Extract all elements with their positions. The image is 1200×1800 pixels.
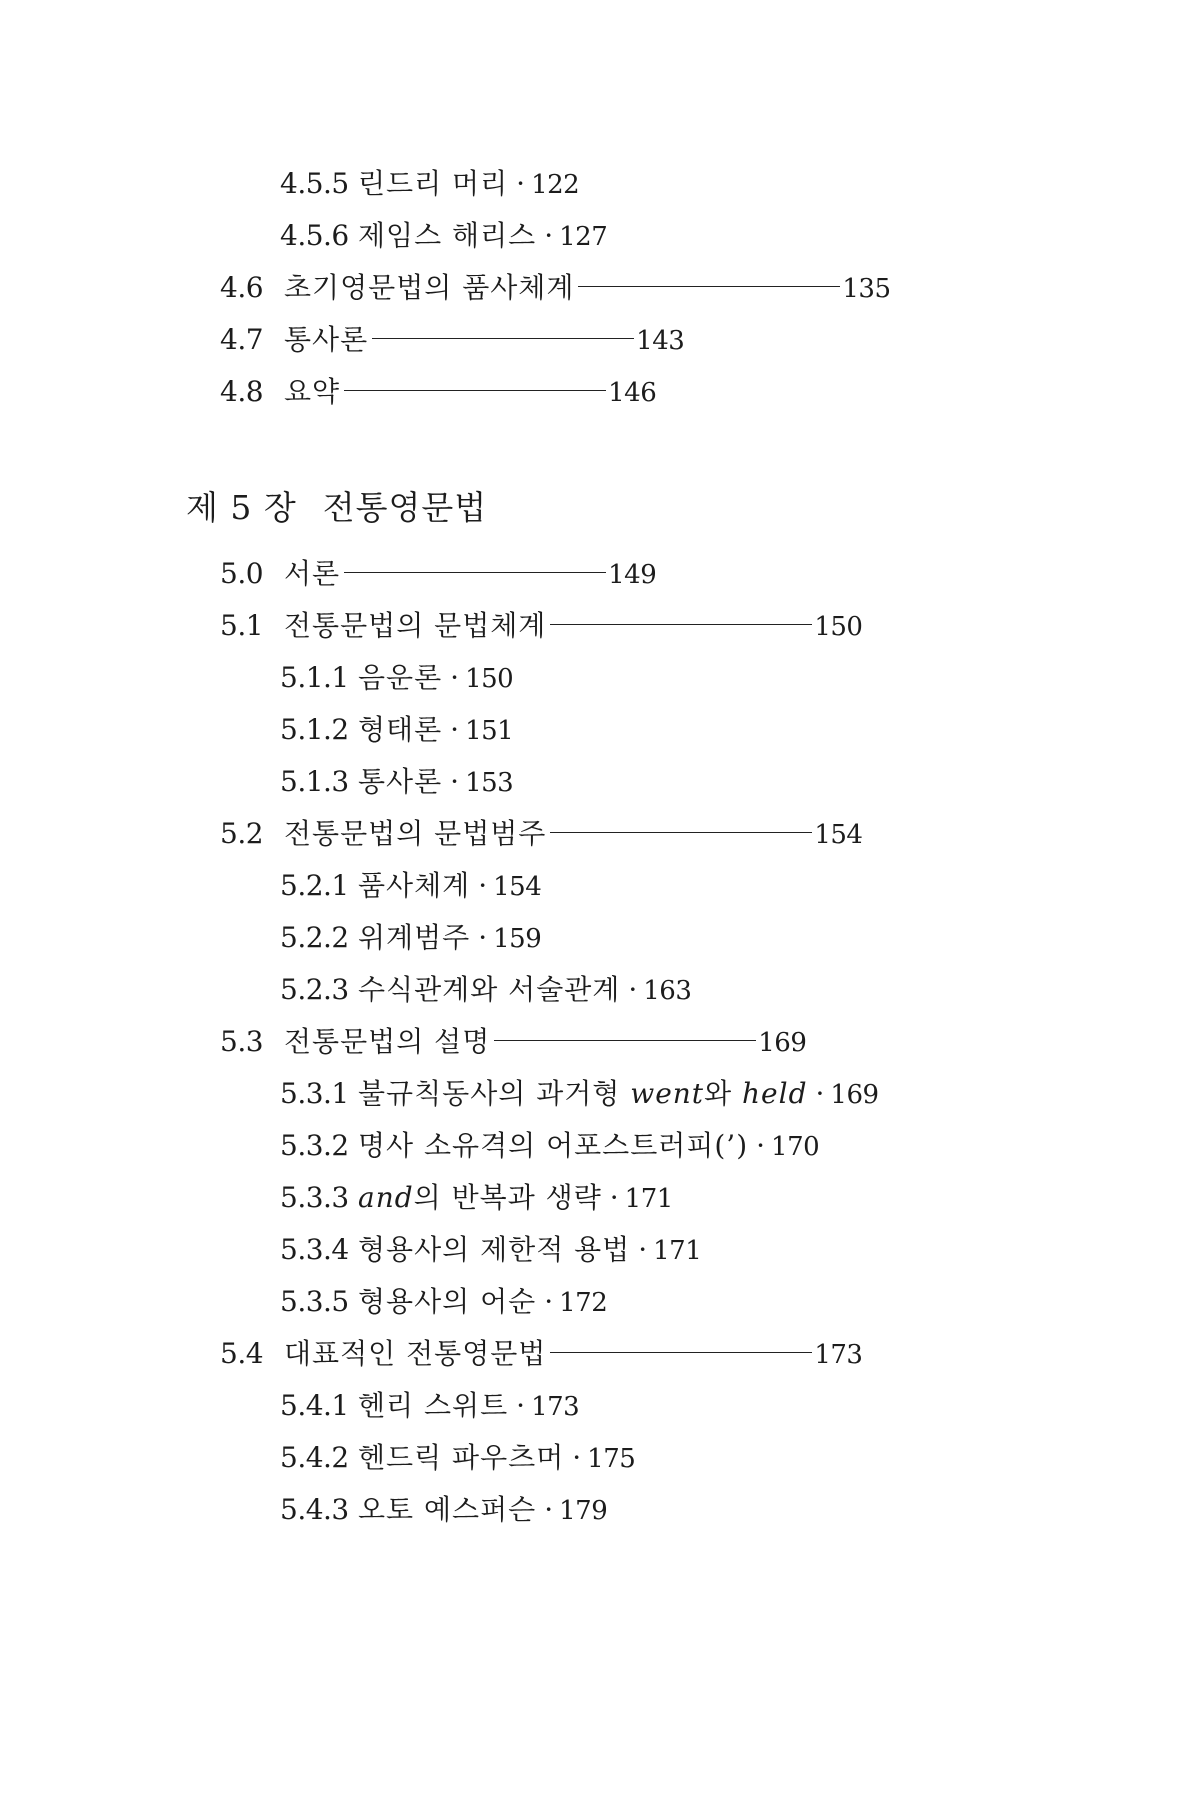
separator-dot: · <box>450 765 460 798</box>
title-part-italic-held: held <box>742 1077 808 1110</box>
title-part: 불규칙동사의 과거형 <box>358 1077 631 1110</box>
toc-entry-5-3-4 <box>280 1233 702 1266</box>
separator-dot: · <box>638 1233 648 1266</box>
toc-entry-5-2-3 <box>280 973 692 1006</box>
dot-leader <box>578 286 840 287</box>
entry-title: 헨리 스위트 <box>358 1389 509 1422</box>
entry-number: 4.7 <box>220 323 264 356</box>
entry-title: 요약 <box>284 375 341 408</box>
entry-title: 오토 예스퍼슨 <box>358 1493 537 1526</box>
entry-number: 5.4.2 <box>280 1441 349 1474</box>
entry-page: 173 <box>814 1340 863 1370</box>
entry-title: 통사론 <box>358 765 443 798</box>
toc-entry-5-3-1 <box>280 1077 879 1110</box>
toc-entry-4-8 <box>220 375 657 408</box>
entry-number: 5.3 <box>220 1025 264 1058</box>
entry-page: 173 <box>531 1392 580 1422</box>
entry-page: 146 <box>608 378 657 408</box>
toc-entry-4-5-5 <box>280 167 580 200</box>
entry-title: 전통문법의 문법범주 <box>284 817 547 850</box>
entry-page: 154 <box>814 820 863 850</box>
entry-number: 5.4.3 <box>280 1493 349 1526</box>
dot-leader <box>344 572 606 573</box>
entry-number: 4.6 <box>220 271 264 304</box>
entry-title: 제임스 해리스 <box>358 219 537 252</box>
entry-title: 서론 <box>284 557 341 590</box>
entry-title: 대표적인 전통영문법 <box>284 1337 547 1370</box>
dot-leader <box>550 624 812 625</box>
entry-title: 전통문법의 문법체계 <box>284 609 547 642</box>
toc-entry-5-1-2 <box>280 713 514 746</box>
entry-number: 5.2.2 <box>280 921 349 954</box>
separator-dot: · <box>544 1285 554 1318</box>
toc-entry-5-2-1 <box>280 869 542 902</box>
dot-leader <box>372 338 634 339</box>
entry-page: 171 <box>624 1184 673 1214</box>
entry-page: 163 <box>643 976 692 1006</box>
chapter-heading <box>186 482 487 529</box>
toc-entry-5-3 <box>220 1025 807 1058</box>
separator-dot: · <box>450 661 460 694</box>
entry-page: 154 <box>493 872 542 902</box>
toc-entry-5-4-1 <box>280 1389 580 1422</box>
separator-dot: · <box>756 1129 766 1162</box>
entry-title: 품사체계 <box>358 869 471 902</box>
separator-dot: · <box>450 713 460 746</box>
separator-dot: · <box>815 1077 825 1110</box>
toc-entry-4-7 <box>220 323 685 356</box>
entry-title: 형태론 <box>358 713 443 746</box>
chapter-label: 제 5 장 <box>186 488 297 527</box>
entry-number: 5.1.2 <box>280 713 349 746</box>
separator-dot: · <box>572 1441 582 1474</box>
toc-entry-5-3-5 <box>280 1285 608 1318</box>
entry-title: 린드리 머리 <box>358 167 509 200</box>
entry-title: 형용사의 어순 <box>358 1285 537 1318</box>
entry-page: 122 <box>531 170 580 200</box>
title-part: 의 반복과 생략 <box>413 1181 602 1214</box>
entry-number: 5.4.1 <box>280 1389 349 1422</box>
entry-number: 5.2 <box>220 817 264 850</box>
toc-entry-5-4-3 <box>280 1493 608 1526</box>
entry-page: 143 <box>636 326 685 356</box>
entry-number: 4.5.5 <box>280 167 349 200</box>
entry-number: 5.3.2 <box>280 1129 349 1162</box>
entry-page: 172 <box>559 1288 608 1318</box>
title-part-italic-went: went <box>630 1077 705 1110</box>
separator-dot: · <box>516 167 526 200</box>
entry-title: 음운론 <box>358 661 443 694</box>
separator-dot: · <box>609 1181 619 1214</box>
entry-title <box>358 1181 602 1214</box>
entry-title: 통사론 <box>284 323 369 356</box>
entry-number: 5.4 <box>220 1337 264 1370</box>
entry-number: 5.2.1 <box>280 869 349 902</box>
toc-entry-4-5-6 <box>280 219 608 252</box>
entry-page: 135 <box>842 274 891 304</box>
entry-title: 전통문법의 설명 <box>284 1025 491 1058</box>
entry-page: 127 <box>559 222 608 252</box>
toc-entry-5-0 <box>220 557 657 590</box>
dot-leader <box>550 832 812 833</box>
toc-entry-5-4 <box>220 1337 863 1370</box>
entry-page: 169 <box>830 1080 879 1110</box>
entry-number: 5.1.3 <box>280 765 349 798</box>
entry-number: 5.1 <box>220 609 264 642</box>
entry-number: 5.3.3 <box>280 1181 349 1214</box>
entry-page: 175 <box>587 1444 636 1474</box>
entry-page: 150 <box>465 664 514 694</box>
toc-entry-4-6 <box>220 271 891 304</box>
entry-number: 5.3.1 <box>280 1077 349 1110</box>
separator-dot: · <box>628 973 638 1006</box>
entry-page: 159 <box>493 924 542 954</box>
separator-dot: · <box>544 219 554 252</box>
separator-dot: · <box>478 921 488 954</box>
dot-leader <box>344 390 606 391</box>
separator-dot: · <box>478 869 488 902</box>
entry-number: 5.1.1 <box>280 661 349 694</box>
dot-leader <box>550 1352 812 1353</box>
entry-number: 4.5.6 <box>280 219 349 252</box>
separator-dot: · <box>516 1389 526 1422</box>
entry-page: 171 <box>653 1236 702 1266</box>
entry-title: 위계범주 <box>358 921 471 954</box>
toc-entry-5-3-3 <box>280 1181 673 1214</box>
title-part: 와 <box>704 1077 743 1110</box>
entry-title: 명사 소유격의 어포스트러피(’) <box>358 1129 749 1162</box>
entry-page: 169 <box>758 1028 807 1058</box>
entry-number: 5.0 <box>220 557 264 590</box>
toc-entry-5-1 <box>220 609 863 642</box>
toc-entry-5-4-2 <box>280 1441 636 1474</box>
entry-number: 5.2.3 <box>280 973 349 1006</box>
entry-title <box>358 1077 808 1110</box>
entry-number: 5.3.4 <box>280 1233 349 1266</box>
toc-entry-5-1-3 <box>280 765 514 798</box>
entry-page: 153 <box>465 768 514 798</box>
dot-leader <box>494 1040 756 1041</box>
toc-entry-5-2 <box>220 817 863 850</box>
entry-page: 151 <box>465 716 514 746</box>
entry-number: 5.3.5 <box>280 1285 349 1318</box>
entry-number: 4.8 <box>220 375 264 408</box>
toc-entry-5-1-1 <box>280 661 514 694</box>
chapter-title: 전통영문법 <box>322 488 488 527</box>
entry-page: 179 <box>559 1496 608 1526</box>
toc-entry-5-2-2 <box>280 921 542 954</box>
entry-page: 150 <box>814 612 863 642</box>
separator-dot: · <box>544 1493 554 1526</box>
entry-page: 170 <box>771 1132 820 1162</box>
entry-title: 헨드릭 파우츠머 <box>358 1441 565 1474</box>
title-part-italic-and: and <box>358 1181 414 1214</box>
entry-title: 형용사의 제한적 용법 <box>358 1233 631 1266</box>
entry-title: 수식관계와 서술관계 <box>358 973 621 1006</box>
entry-title: 초기영문법의 품사체계 <box>284 271 575 304</box>
toc-entry-5-3-2 <box>280 1129 820 1162</box>
entry-page: 149 <box>608 560 657 590</box>
